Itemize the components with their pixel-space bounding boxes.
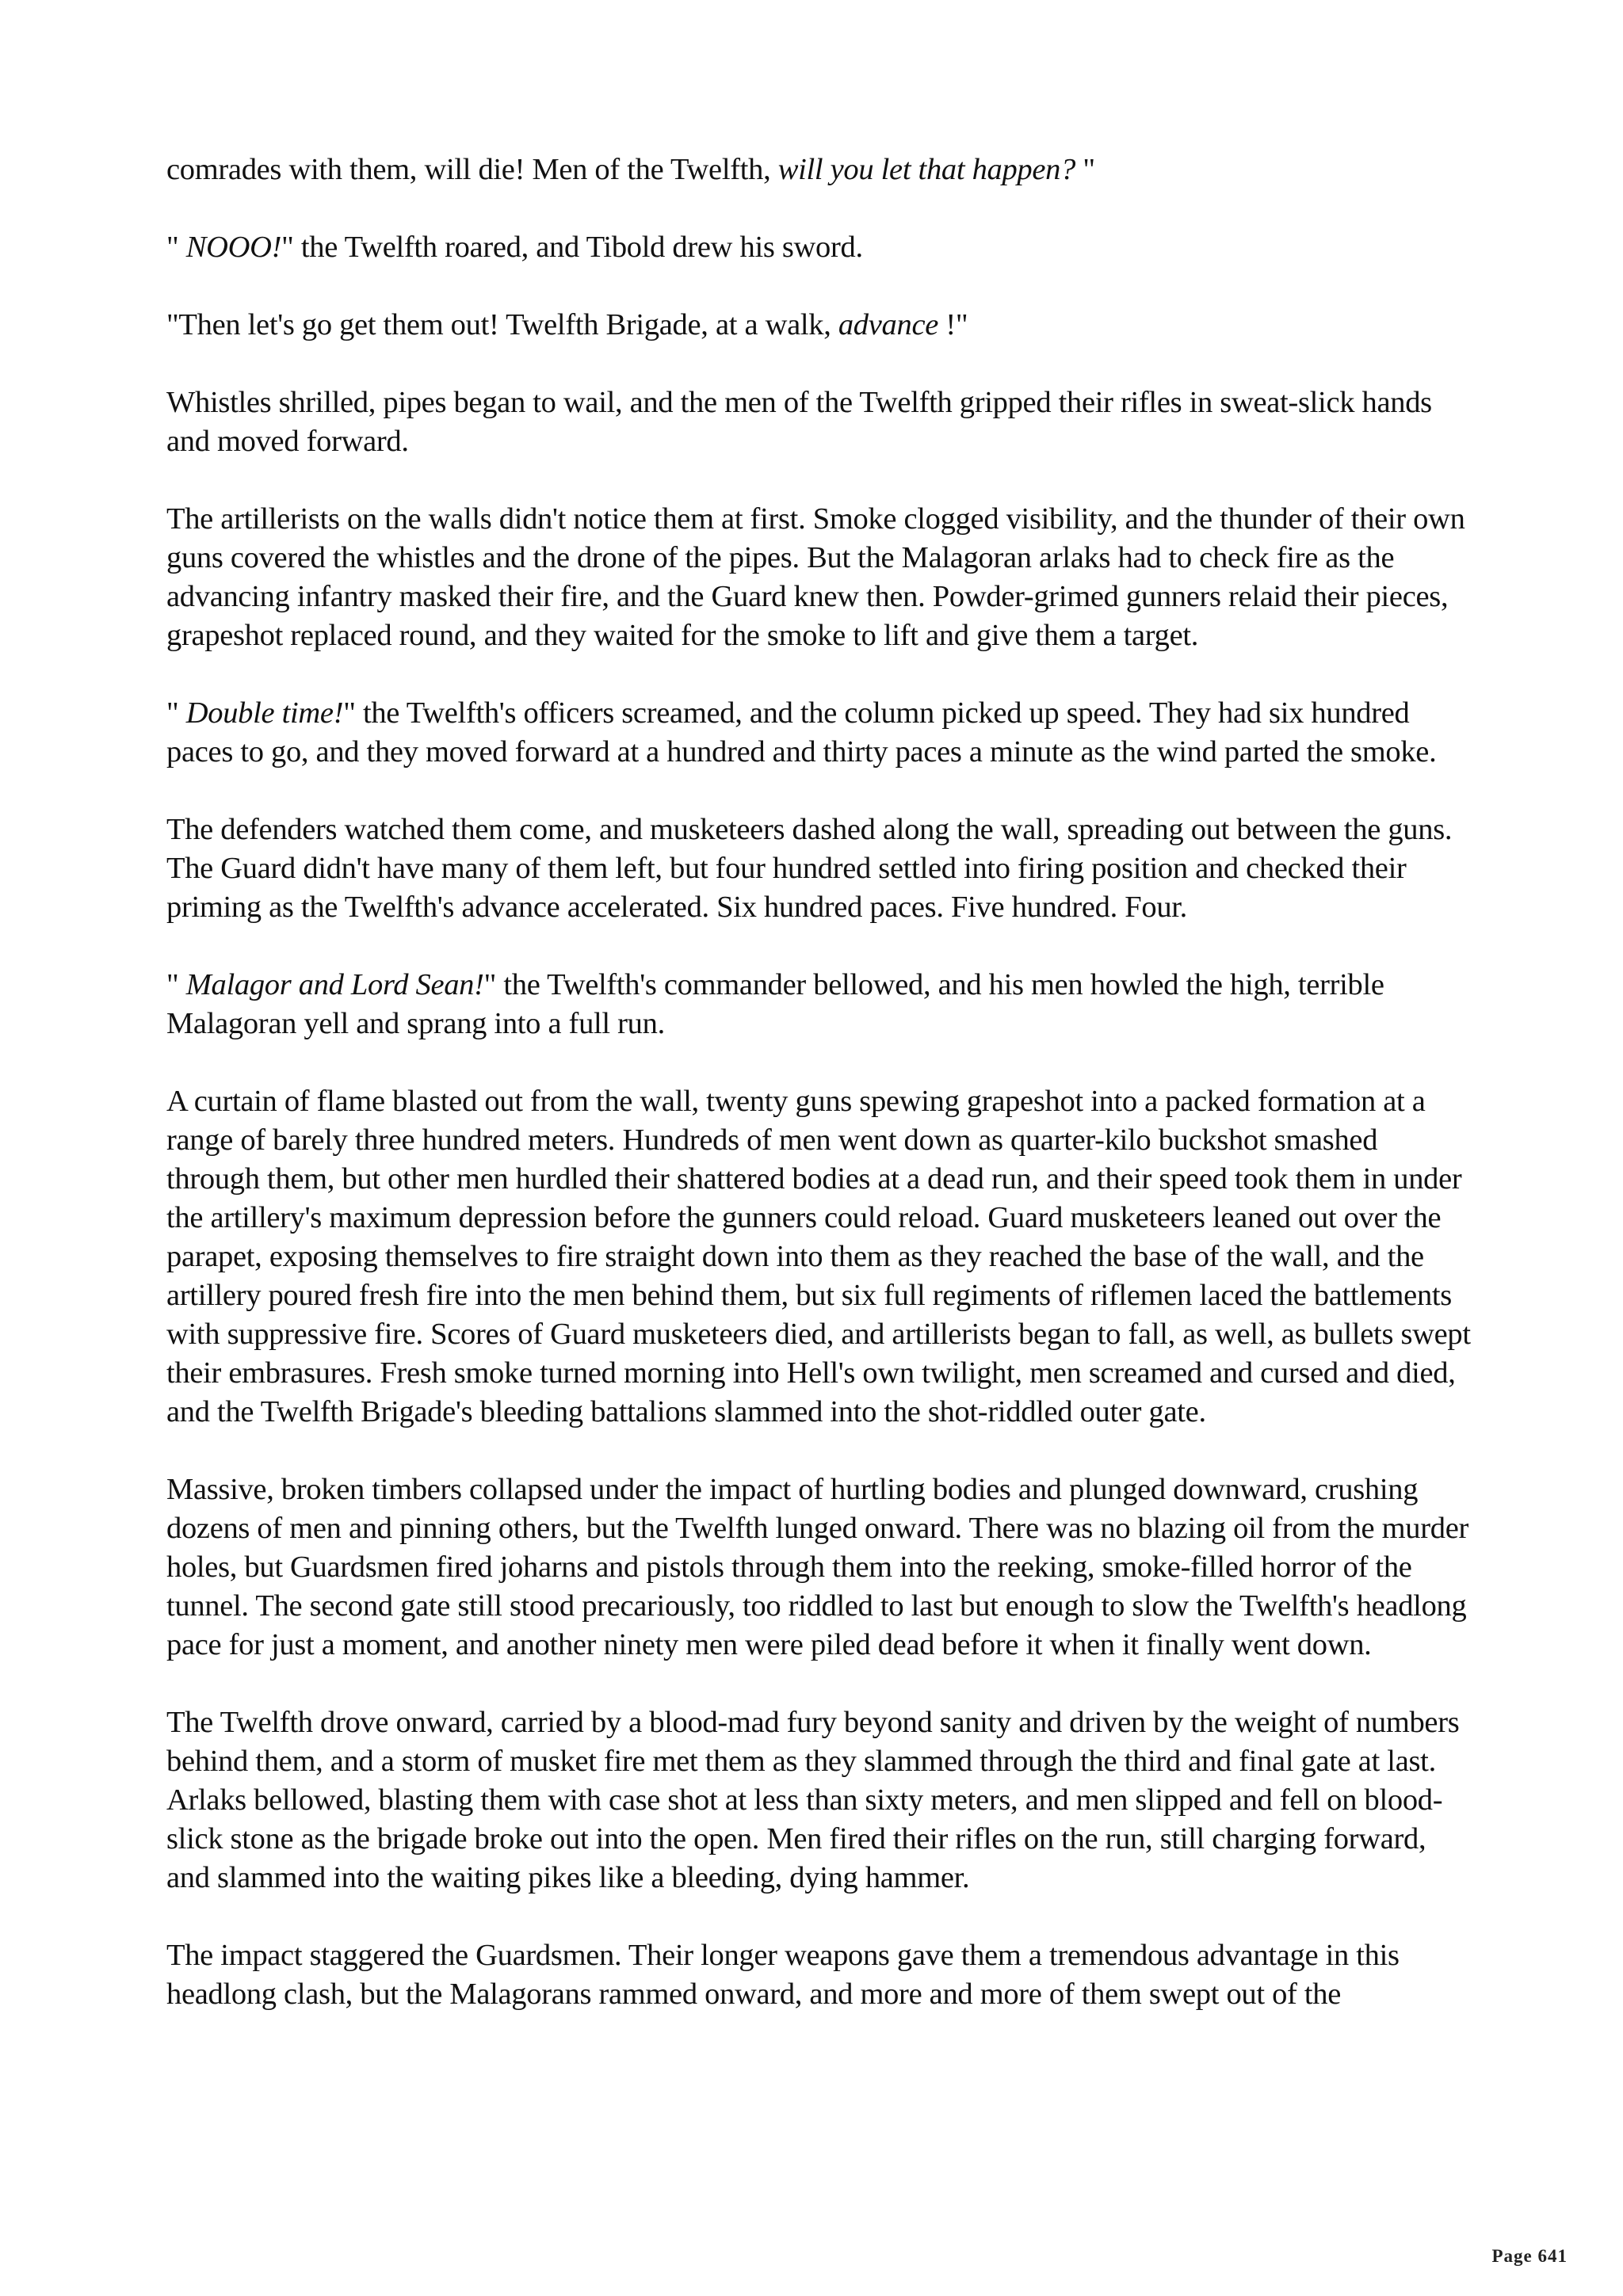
italic-text: Malagor and Lord Sean!	[185, 968, 484, 1001]
paragraph	[166, 1703, 1474, 1897]
paragraph	[166, 966, 1474, 1043]
italic-text: Double time!	[185, 696, 344, 730]
text-run: "	[166, 696, 186, 730]
text-run: comrades with them, will die! Men of the Twelfth,	[166, 153, 778, 186]
paragraph	[166, 694, 1474, 772]
text-run: "	[166, 968, 186, 1001]
paragraph	[166, 1470, 1474, 1665]
paragraph	[166, 383, 1474, 461]
text-run: The defenders watched them come, and musketeers dashed along the wall, spreading out between the guns. The Guard didn't have many of them left, but four hundred settled into firing position and checked their priming as the Twelfth's advance accelerated. Six hundred paces. Five hundred. Four.	[166, 813, 1453, 924]
paragraph	[166, 306, 1474, 345]
paragraph	[166, 1936, 1474, 2014]
italic-text: NOOO!	[185, 231, 282, 264]
italic-text: will you let that happen?	[777, 153, 1076, 186]
text-run: !"	[938, 308, 968, 341]
text-run: Whistles shrilled, pipes began to wail, and the men of the Twelfth gripped their rifles in sweat-slick hands and moved forward.	[166, 386, 1432, 458]
text-run: "	[166, 231, 186, 264]
body-text	[166, 151, 1474, 2053]
text-run: The impact staggered the Guardsmen. Their longer weapons gave them a tremendous advantage in this headlong clash, but the Malagorans rammed onward, and more and more of them swept out of the	[166, 1939, 1400, 2011]
text-run: The Twelfth drove onward, carried by a blood-mad fury beyond sanity and driven by the weight of numbers behind them, and a storm of musket fire met them as they slammed through the third and final gate at last. Arlaks bellowed, blasting them with case shot at less than sixty meters, and men slipped and fell on blood-slick stone as the brigade broke out into the open. Men fired their rifles on the run, still charging forward, and slammed into the waiting pikes like a bleeding, dying hammer.	[166, 1706, 1460, 1894]
text-run: " the Twelfth's officers screamed, and the column picked up speed. They had six hundred paces to go, and they moved forward at a hundred and thirty paces a minute as the wind parted the smoke.	[166, 696, 1437, 769]
text-run: A curtain of flame blasted out from the wall, twenty guns spewing grapeshot into a packed formation at a range of barely three hundred meters. Hundreds of men went down as quarter-kilo buckshot smashed through them, but other men hurdled their shattered bodies at a dead run, and their speed took them in under the artillery's maximum depression before the gunners could reload. Guard musketeers leaned out over the parapet, exposing themselves to fire straight down into them as they reached the base of the wall, and the artillery poured fresh fire into the men behind them, but six full regiments of riflemen laced the battlements with suppressive fire. Scores of Guard musketeers died, and artillerists began to fall, as well, as bullets swept their embrasures. Fresh smoke turned morning into Hell's own twilight, men screamed and cursed and died, and the Twelfth Brigade's bleeding battalions slammed into the shot-riddled outer gate.	[166, 1085, 1471, 1428]
paragraph	[166, 810, 1474, 927]
text-run: "	[1075, 153, 1095, 186]
text-run: " the Twelfth roared, and Tibold drew his sword.	[281, 231, 863, 264]
text-run: The artillerists on the walls didn't notice them at first. Smoke clogged visibility, and the thunder of their own guns covered the whistles and the drone of the pipes. But the Malagoran arlaks had to check fire as the advancing infantry masked their fire, and the Guard knew then. Powder-grimed gunners relaid their pieces, grapeshot replaced round, and they waited for the smoke to lift and give them a target.	[166, 502, 1465, 652]
text-run: Massive, broken timbers collapsed under the impact of hurtling bodies and plunged downward, crushing dozens of men and pinning others, but the Twelfth lunged onward. There was no blazing oil from the murder holes, but Guardsmen fired joharns and pistols through them into the reeking, smoke-filled horror of the tunnel. The second gate still stood precariously, too riddled to last but enough to slow the Twelfth's headlong pace for just a moment, and another ninety men were piled dead before it when it finally went down.	[166, 1473, 1469, 1661]
text-run: "Then let's go get them out! Twelfth Brigade, at a walk,	[166, 308, 838, 341]
page-number: Page 641	[1491, 2246, 1568, 2266]
paragraph	[166, 1082, 1474, 1432]
paragraph	[166, 228, 1474, 267]
text-run: " the Twelfth's commander bellowed, and his men howled the high, terrible Malagoran yell and sprang into a full run.	[166, 968, 1384, 1040]
paragraph	[166, 151, 1474, 189]
paragraph	[166, 500, 1474, 655]
italic-text: advance	[838, 308, 939, 341]
